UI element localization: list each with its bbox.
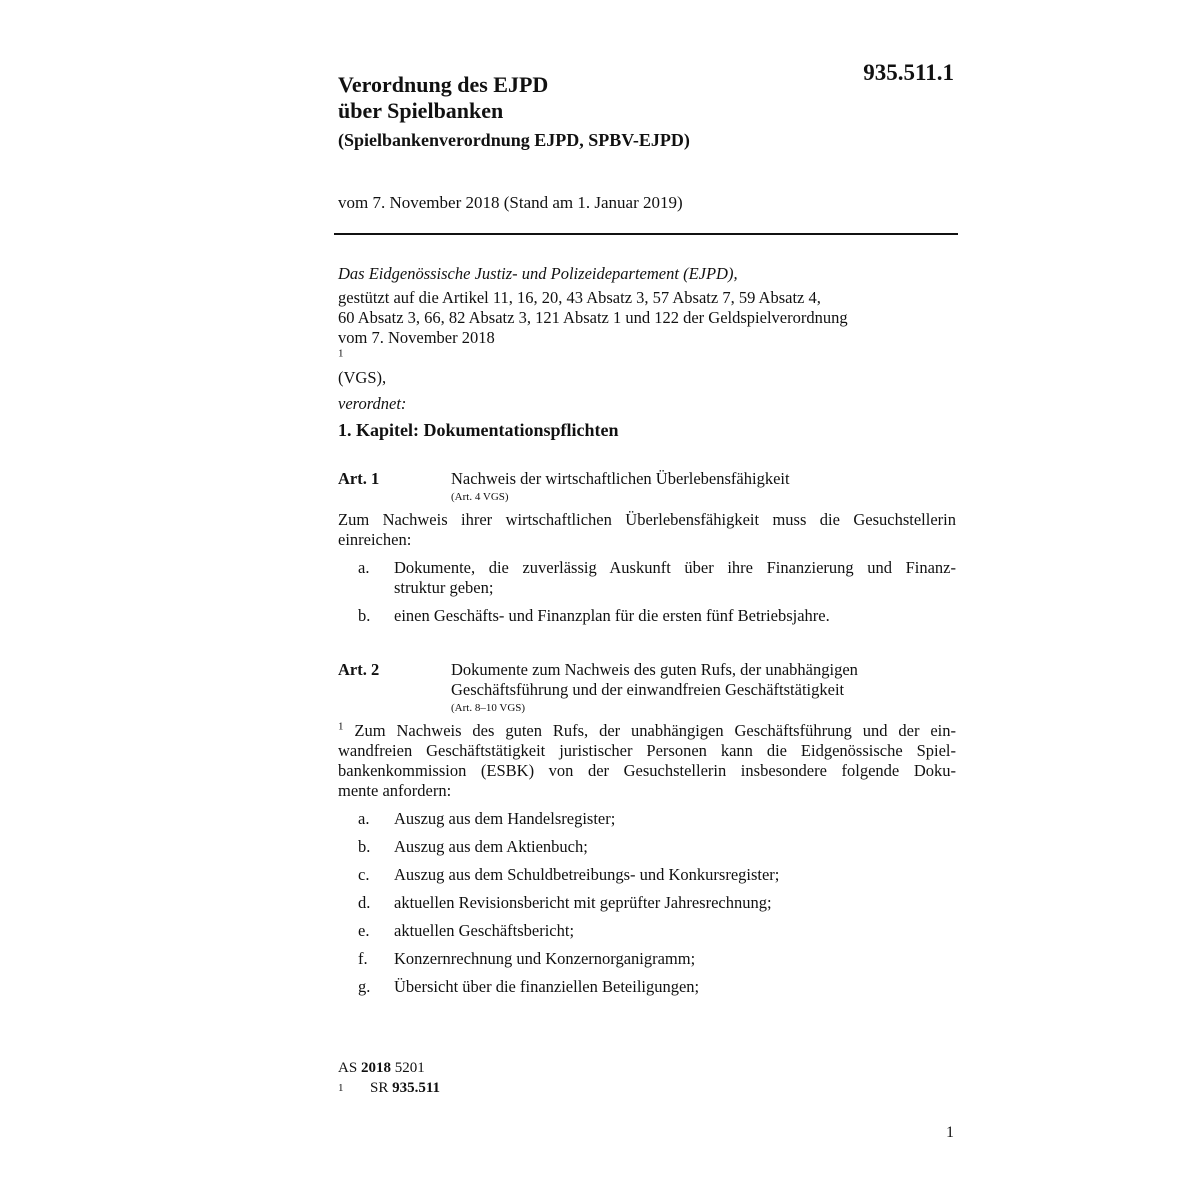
- list-item: [338, 558, 956, 598]
- header-divider: [334, 233, 958, 235]
- article-2-reference: (Art. 8–10 VGS): [451, 702, 526, 714]
- article-2-header: [338, 660, 956, 715]
- article-1-body-line-2: einreichen:: [338, 530, 412, 549]
- article-2-body-line-4: mente anfordern:: [338, 781, 452, 800]
- sr-number: 935.511.1: [863, 60, 954, 85]
- list-item-line-2: struktur geben;: [394, 578, 494, 597]
- footnote-prefix: SR: [370, 1080, 393, 1096]
- basis-line-2: 60 Absatz 3, 66, 82 Absatz 3, 121 Absatz 1 und 122 der Geldspielverordnung: [338, 308, 848, 327]
- article-2: [338, 660, 956, 1005]
- list-letter: b.: [358, 606, 371, 625]
- official-collection-reference: [338, 1058, 440, 1078]
- preamble-verb: verordnet:: [338, 394, 407, 413]
- chapter-heading: 1. Kapitel: Dokumentationspflichten: [338, 420, 619, 440]
- article-1-body: [338, 510, 956, 550]
- list-item: [338, 837, 956, 857]
- footnote-sr-number: 935.511: [392, 1080, 441, 1096]
- as-prefix: AS: [338, 1060, 361, 1076]
- list-item-text: Auszug aus dem Schuldbetreibungs- und Konkursregister;: [394, 865, 780, 884]
- list-item: [338, 921, 956, 941]
- footnotes: [338, 1058, 440, 1098]
- title-line-2: über Spielbanken: [338, 98, 504, 123]
- page-number: 1: [946, 1124, 954, 1141]
- date-line: vom 7. November 2018 (Stand am 1. Januar 2019): [338, 193, 683, 212]
- article-1-title-block: [451, 469, 956, 504]
- article-2-number: Art. 2: [338, 660, 380, 679]
- article-1-list: [338, 558, 956, 626]
- list-item-text: [394, 558, 956, 598]
- footnote-reference[interactable]: 1: [338, 347, 344, 360]
- preamble-authority: Das Eidgenössische Justiz- und Polizeidepartement (EJPD),: [338, 264, 738, 283]
- footnote-1: [338, 1078, 440, 1098]
- list-item-text: aktuellen Geschäftsbericht;: [394, 921, 575, 940]
- basis-line-1: gestützt auf die Artikel 11, 16, 20, 43 Absatz 3, 57 Absatz 7, 59 Absatz 4,: [338, 288, 821, 307]
- basis-line-3: [338, 328, 958, 388]
- paragraph-number: 1: [338, 720, 344, 733]
- basis-line-3-text: vom 7. November 2018: [338, 328, 495, 347]
- as-year: 2018: [360, 1060, 391, 1076]
- article-1-number: Art. 1: [338, 469, 380, 488]
- article-1-body-line-1: Zum Nachweis ihrer wirtschaftlichen Überlebensfähigkeit muss die Gesuchstellerin: [338, 510, 956, 529]
- list-item-line-1: einen Geschäfts- und Finanzplan für die ersten fünf Betriebsjahre.: [394, 606, 830, 625]
- article-1-reference: (Art. 4 VGS): [451, 491, 509, 503]
- list-item-line-1: Dokumente, die zuverlässig Auskunft über ihre Finanzierung und Finanz-: [394, 558, 956, 577]
- article-2-title-block: [451, 660, 956, 715]
- footnote-text: [370, 1078, 440, 1098]
- article-2-body-line-1: [338, 721, 956, 741]
- article-1-header: [338, 469, 956, 504]
- list-letter: g.: [358, 977, 371, 996]
- article-2-body-line-2: wandfreien Geschäftstätigkeit juristischer Personen kann die Eidgenössische Spiel-: [338, 741, 956, 760]
- list-item-text: Auszug aus dem Handelsregister;: [394, 809, 616, 828]
- short-title: (Spielbankenverordnung EJPD, SPBV-EJPD): [338, 130, 690, 150]
- list-item: [338, 977, 956, 997]
- list-letter: d.: [358, 893, 371, 912]
- list-item-text: Konzernrechnung und Konzernorganigramm;: [394, 949, 696, 968]
- list-item-text: [394, 606, 956, 626]
- list-item: [338, 606, 956, 626]
- list-letter: c.: [358, 865, 370, 884]
- list-letter: f.: [358, 949, 368, 968]
- list-item-text: Auszug aus dem Aktienbuch;: [394, 837, 588, 856]
- article-2-title-line-1: Dokumente zum Nachweis des guten Rufs, der unabhängigen: [451, 660, 858, 679]
- article-1: [338, 469, 956, 634]
- list-item: [338, 893, 956, 913]
- list-item: [338, 809, 956, 829]
- article-2-body-line-1-text: Zum Nachweis des guten Rufs, der unabhängigen Geschäftsführung und der ein-: [343, 721, 956, 740]
- list-letter: a.: [358, 809, 370, 828]
- basis-line-3-end: (VGS),: [338, 368, 387, 387]
- document-title: [338, 72, 548, 124]
- title-line-1: Verordnung des EJPD: [338, 72, 549, 97]
- list-item: [338, 865, 956, 885]
- list-item: [338, 949, 956, 969]
- preamble-basis: [338, 288, 958, 388]
- footnote-mark: 1: [338, 1082, 344, 1094]
- list-letter: a.: [358, 558, 370, 577]
- article-2-body: [338, 721, 956, 801]
- article-1-title: Nachweis der wirtschaftlichen Überlebensfähigkeit: [451, 469, 790, 488]
- preamble: [338, 264, 958, 414]
- list-item-text: Übersicht über die finanziellen Beteiligungen;: [394, 977, 700, 996]
- article-2-title-line-2: Geschäftsführung und der einwandfreien Geschäftstätigkeit: [451, 680, 845, 699]
- article-2-list: [338, 809, 956, 997]
- article-2-body-line-3: bankenkommission (ESBK) von der Gesuchstellerin insbesondere folgende Doku-: [338, 761, 956, 780]
- list-letter: b.: [358, 837, 371, 856]
- list-letter: e.: [358, 921, 370, 940]
- as-page: 5201: [390, 1060, 425, 1076]
- list-item-text: aktuellen Revisionsbericht mit geprüfter Jahresrechnung;: [394, 893, 772, 912]
